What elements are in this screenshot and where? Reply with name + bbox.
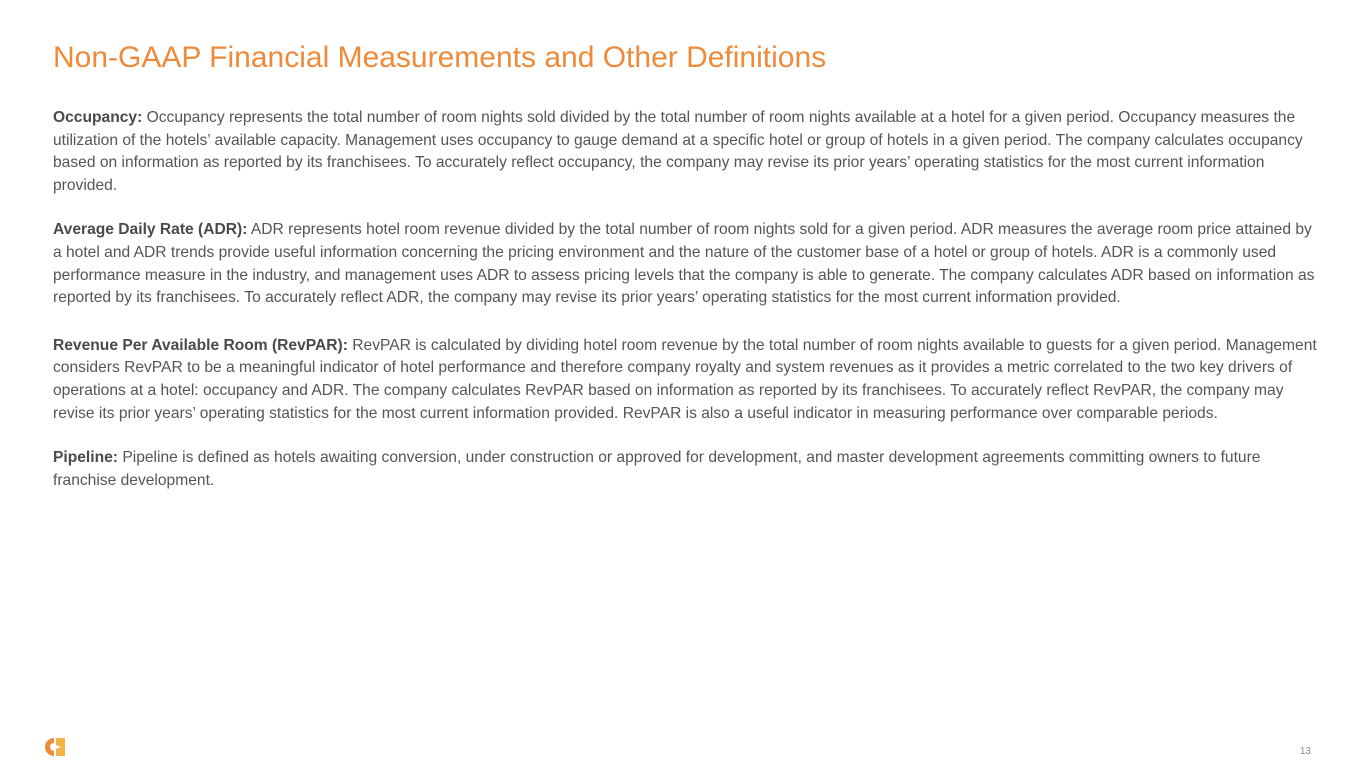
definition-term: Occupancy: — [53, 109, 143, 126]
definition-term: Average Daily Rate (ADR): — [53, 221, 248, 239]
definitions-list — [53, 107, 1321, 492]
page-title: Non-GAAP Financial Measurements and Other Definitions — [53, 41, 827, 74]
definition-text: ADR represents hotel room revenue divided by the total number of room nights sold for a given period. ADR measures the average room price attained by a hotel and ADR trends provide useful information concerning the pricing environment and the nature of the customer base of a hotel or group of hotels. ADR is a commonly used performance measure in the industry, and management uses ADR to assess pricing levels that the company is able to generate. The company calculates ADR based on information as reported by its franchisees. To accurately reflect ADR, the company may revise its prior years’ operating statistics for the most current information provided. — [53, 221, 1315, 307]
definition-text: Occupancy represents the total number of room nights sold divided by the total number of room nights available at a hotel for a given period. Occupancy measures the utilization of the hotels’ available capacity. Management uses occupancy to gauge demand at a specific hotel or group of hotels in a given period. The company calculates occupancy based on information as reported by its franchisees. To accurately reflect occupancy, the company may revise its prior years’ operating statistics for the most current information provided. — [53, 109, 1303, 194]
definition-revpar — [53, 335, 1321, 425]
definition-adr — [53, 219, 1321, 309]
definition-occupancy — [53, 107, 1321, 197]
company-logo-icon — [45, 737, 65, 757]
definition-text: Pipeline is defined as hotels awaiting conversion, under construction or approved for development, and master development agreements committing owners to future franchise development. — [53, 449, 1261, 489]
definition-pipeline — [53, 447, 1321, 492]
definition-term: Pipeline: — [53, 449, 118, 467]
page-number: 13 — [1299, 746, 1311, 757]
definition-term: Revenue Per Available Room (RevPAR): — [53, 336, 348, 354]
definition-text: RevPAR is calculated by dividing hotel room revenue by the total number of room nights available to guests for a given period. Management considers RevPAR to be a meaningful indicator of hotel performance and therefore company royalty and system revenues as it provides a metric correlated to the two key drivers of operations at a hotel: occupancy and ADR. The company calculates RevPAR based on information as reported by its franchisees. To accurately reflect RevPAR, the company may revise its prior years’ operating statistics for the most current information provided. RevPAR is also a useful indicator in measuring performance over comparable periods. — [53, 336, 1317, 422]
